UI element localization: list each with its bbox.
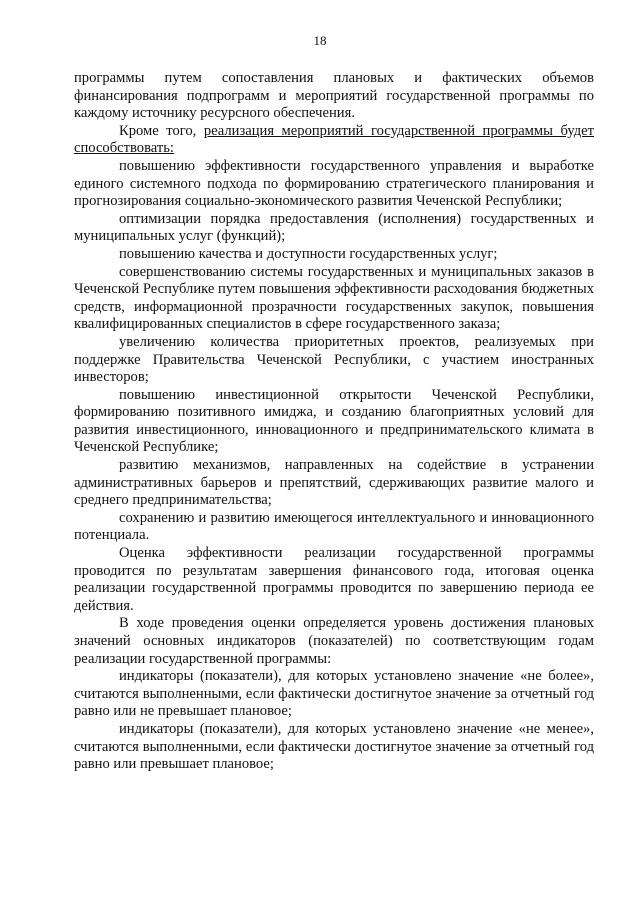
paragraph-5: повышению качества и доступности государственных услуг; — [119, 245, 498, 262]
paragraph-8: повышению инвестиционной открытости Чеченской Республики, формированию позитивного имиджа, и созданию благоприятных условий для развития инвестиционного, инновационного и предпринимательского климата в Чеченской Республике; — [74, 386, 594, 456]
paragraph-13: индикаторы (показатели), для которых установлено значение «не более», считаются выполненными, если фактически достигнутое значение за отчетный год равно или не превышает плановое; — [74, 668, 594, 720]
paragraph-11: Оценка эффективности реализации государственной программы проводится по результатам завершения финансового года, итоговая оценка реализации государственной программы проводится по завершению периода ее действия. — [74, 545, 594, 614]
paragraph-9: развитию механизмов, направленных на содействие в устранении административных барьеров и препятствий, сдерживающих развитие малого и среднего предпринимательства; — [74, 457, 594, 509]
paragraph-7: увеличению количества приоритетных проектов, реализуемых при поддержке Правительства Чеченской Республики, с участием иностранных инвесторов; — [74, 333, 594, 386]
paragraph-14: индикаторы (показатели), для которых установлено значение «не менее», считаются выполненными, если фактически достигнутое значение за отчетный год равно или превышает плановое; — [74, 720, 594, 773]
paragraph-2-prefix: Кроме того, — [119, 122, 204, 139]
paragraph-1: программы путем сопоставления плановых и фактических объемов финансирования подпрограмм и мероприятий государственной программы по каждому источнику ресурсного обеспечения. — [74, 70, 594, 122]
paragraph-4: оптимизации порядка предоставления (исполнения) государственных и муниципальных услуг (функций); — [74, 210, 594, 245]
paragraph-10: сохранению и развитию имеющегося интеллектуального и инновационного потенциала. — [74, 509, 594, 544]
paragraph-2 — [74, 123, 594, 158]
document-body — [74, 70, 594, 774]
paragraph-6: совершенствованию системы государственных и муниципальных заказов в Чеченской Республике путем повышения эффективности расходования бюджетных средств, информационной прозрачности государственных закупок, повышения квалифицированных специалистов в сфере государственного заказа; — [74, 263, 594, 333]
paragraph-2-underlined: реализация мероприятий государственной программы будет способствовать: — [74, 122, 594, 157]
paragraph-12: В ходе проведения оценки определяется уровень достижения плановых значений основных индикаторов (показателей) по соответствующим годам реализации государственной программы: — [74, 615, 594, 667]
paragraph-3: повышению эффективности государственного управления и выработке единого системного подхода по формированию стратегического планирования и прогнозирования социально-экономического развития Чеченской Республики; — [74, 157, 594, 210]
page-number: 18 — [313, 33, 327, 48]
